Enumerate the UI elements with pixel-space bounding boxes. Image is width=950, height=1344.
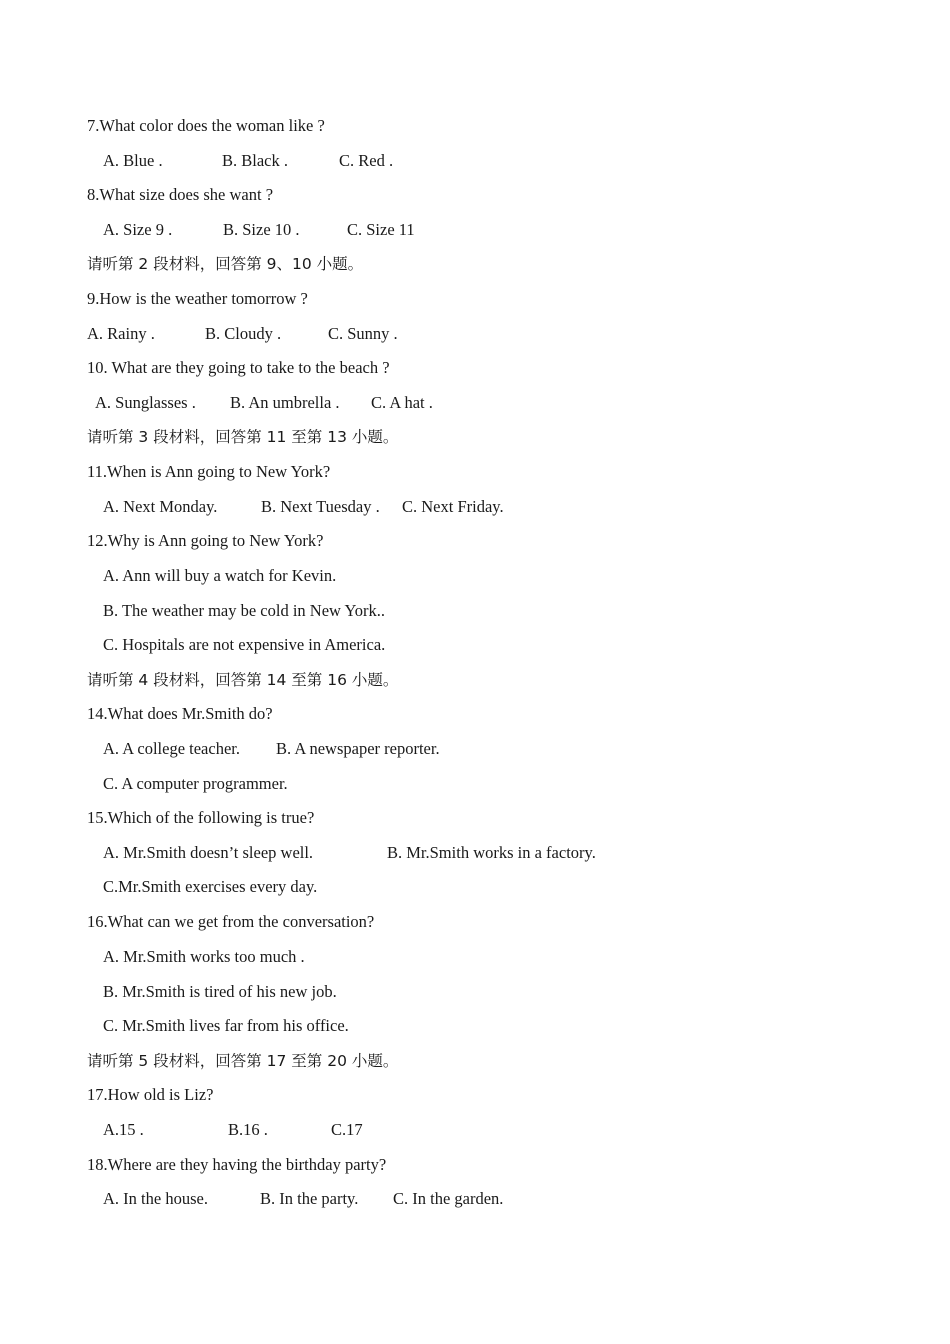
option-c: C. Mr.Smith lives far from his office. bbox=[103, 1016, 349, 1035]
option-b: B. Black . bbox=[222, 151, 288, 170]
question-11-options bbox=[0, 497, 504, 517]
option-c: C. A hat . bbox=[371, 393, 433, 412]
option-c: C. Size 11 bbox=[347, 220, 415, 239]
option-a: A. In the house. bbox=[103, 1189, 208, 1208]
option-a: A. Size 9 . bbox=[103, 220, 173, 239]
option-b: B. Next Tuesday . bbox=[261, 497, 380, 516]
option-a: A. Blue . bbox=[103, 151, 163, 170]
question-text: 10. What are they going to take to the beach ? bbox=[87, 358, 390, 377]
question-text: 11.When is Ann going to New York? bbox=[87, 462, 331, 481]
question-text: 17.How old is Liz? bbox=[87, 1085, 214, 1104]
option-c: C. Red . bbox=[339, 151, 394, 170]
question-text: 18.Where are they having the birthday party? bbox=[87, 1155, 387, 1174]
option-a: A. Ann will buy a watch for Kevin. bbox=[103, 566, 337, 585]
question-text: 7.What color does the woman like ? bbox=[87, 116, 325, 135]
question-10-options bbox=[0, 393, 433, 413]
option-b: B.16 . bbox=[228, 1120, 268, 1139]
option-a: A. Mr.Smith doesn’t sleep well. bbox=[103, 843, 314, 862]
option-c: C. Sunny . bbox=[328, 324, 398, 343]
option-c: C. Hospitals are not expensive in America. bbox=[103, 635, 386, 654]
option-b: B. Cloudy . bbox=[205, 324, 282, 343]
option-b: B. Mr.Smith is tired of his new job. bbox=[103, 982, 337, 1001]
question-7-options bbox=[0, 151, 394, 171]
question-text: 15.Which of the following is true? bbox=[87, 808, 315, 827]
option-a: A. Sunglasses . bbox=[95, 393, 196, 412]
question-text: 12.Why is Ann going to New York? bbox=[87, 531, 324, 550]
instruction-text: 请听第 4 段材料，回答第 14 至第 16 小题。 bbox=[87, 671, 399, 689]
option-a: A.15 . bbox=[103, 1120, 144, 1139]
option-b: B. An umbrella . bbox=[230, 393, 340, 412]
option-b: B. Size 10 . bbox=[223, 220, 300, 239]
question-18-options bbox=[0, 1189, 504, 1209]
option-c: C.17 bbox=[331, 1120, 363, 1139]
question-text: 8.What size does she want ? bbox=[87, 185, 274, 204]
instruction-text: 请听第 3 段材料，回答第 11 至第 13 小题。 bbox=[87, 428, 399, 446]
option-b: B. The weather may be cold in New York.. bbox=[103, 601, 385, 620]
option-b: B. In the party. bbox=[260, 1189, 359, 1208]
option-b: B. A newspaper reporter. bbox=[276, 739, 440, 758]
option-a: A. Mr.Smith works too much . bbox=[103, 947, 305, 966]
question-17-options bbox=[0, 1120, 363, 1140]
question-8-options bbox=[0, 220, 415, 240]
option-c: C. Next Friday. bbox=[402, 497, 504, 516]
option-a: A. Next Monday. bbox=[103, 497, 218, 516]
option-b: B. Mr.Smith works in a factory. bbox=[387, 843, 596, 862]
instruction-text: 请听第 5 段材料，回答第 17 至第 20 小题。 bbox=[87, 1052, 399, 1070]
question-14-options bbox=[0, 739, 440, 759]
question-9-options bbox=[0, 324, 398, 344]
instruction-text: 请听第 2 段材料，回答第 9、10 小题。 bbox=[87, 255, 364, 273]
option-c: C. A computer programmer. bbox=[103, 774, 288, 793]
question-15-options bbox=[0, 843, 596, 863]
question-text: 9.How is the weather tomorrow ? bbox=[87, 289, 308, 308]
question-text: 14.What does Mr.Smith do? bbox=[87, 704, 273, 723]
option-c: C. In the garden. bbox=[393, 1189, 504, 1208]
option-a: A. Rainy . bbox=[87, 324, 155, 343]
option-a: A. A college teacher. bbox=[103, 739, 240, 758]
question-text: 16.What can we get from the conversation? bbox=[87, 912, 375, 931]
option-c: C.Mr.Smith exercises every day. bbox=[103, 877, 318, 896]
